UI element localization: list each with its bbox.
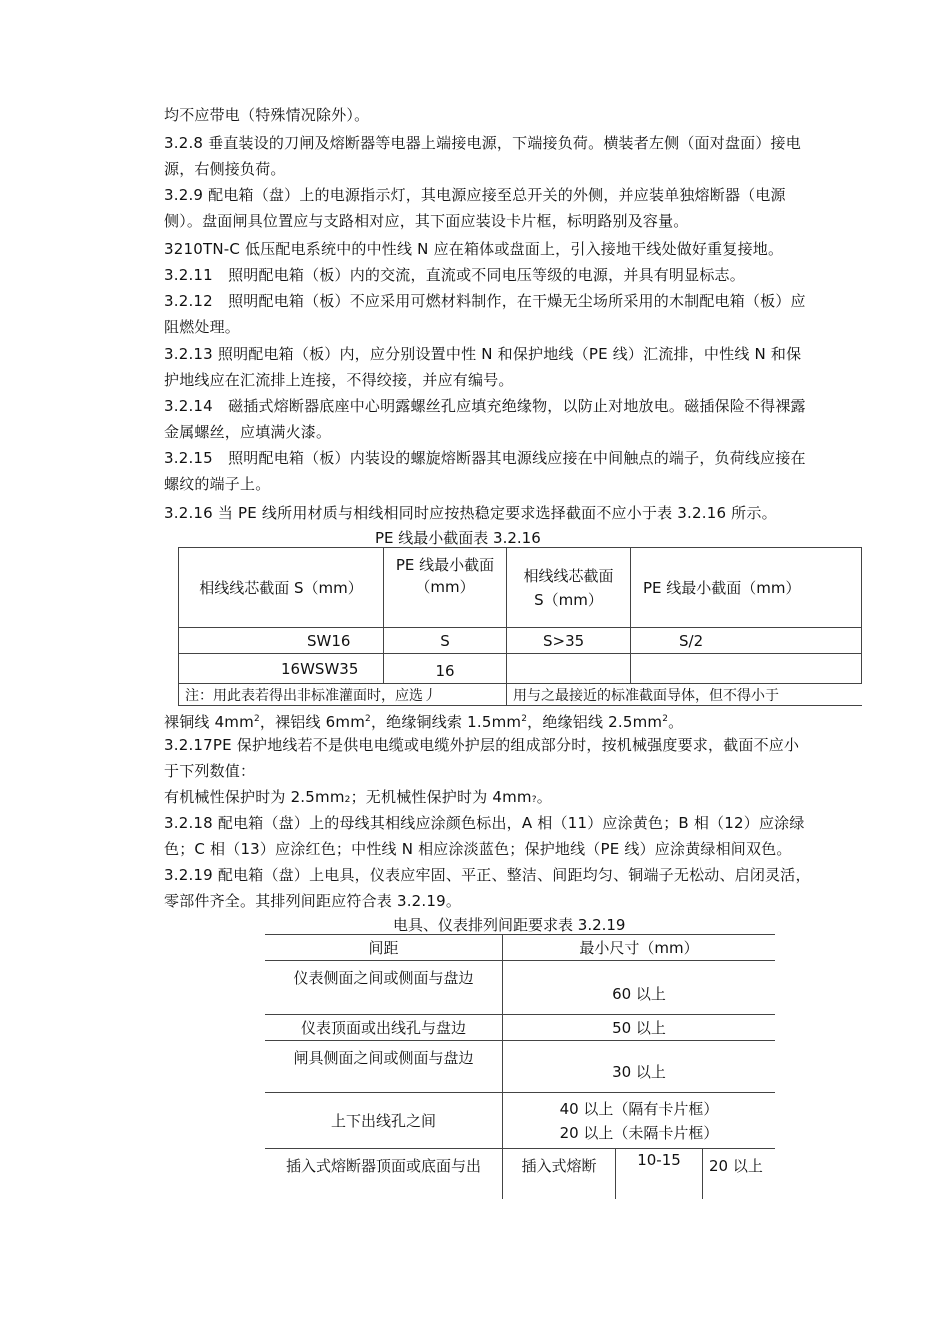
table-header-cell: PE 线最小截面 （mm）: [384, 548, 507, 628]
body-line: 阻燃处理。: [164, 318, 241, 336]
table-cell: 仪表顶面或出线孔与盘边: [265, 1015, 503, 1041]
table-cell: S/2: [631, 628, 862, 654]
body-line: 3.2.18 配电箱（盘）上的母线其相线应涂颜色标出，A 相（11）应涂黄色；B 相（12）应涂绿: [164, 814, 805, 832]
table-header-cell: 间距: [265, 935, 503, 961]
table-cell: S: [384, 628, 507, 654]
table-cell: 仪表侧面之间或侧面与盘边: [265, 961, 503, 1015]
table1-caption: PE 线最小截面表 3.2.16: [375, 529, 541, 547]
body-line: 3.2.16 当 PE 线所用材质与相线相同时应按热稳定要求选择截面不应小于表 3.2.16 所示。: [164, 504, 777, 522]
spacing-requirement-table: [265, 934, 775, 1199]
body-line: 3.2.9 配电箱（盘）上的电源指示灯，其电源应接至总开关的外侧，并应装单独熔断器（电源: [164, 186, 786, 204]
table-cell: 30 以上: [503, 1041, 776, 1093]
table-cell: [507, 654, 631, 684]
body-line: 于下列数值：: [164, 762, 256, 780]
table-cell: 20 以上: [703, 1149, 776, 1199]
table-cell: 10-15: [616, 1149, 703, 1199]
body-line: 3.2.8 垂直装设的刀闸及熔断器等电器上端接电源，下端接负荷。横装者左侧（面对盘面）接电: [164, 134, 801, 152]
body-line: 3.2.12 照明配电箱（板）不应采用可燃材料制作，在干燥无尘场所采用的木制配电箱（板）应: [164, 292, 806, 310]
body-line: 3.2.17PE 保护地线若不是供电电缆或电缆外护层的组成部分时，按机械强度要求，截面不应小: [164, 736, 800, 754]
table-cell: 上下出线孔之间: [265, 1093, 503, 1149]
table-header-cell: 相线线芯截面 S（mm）: [507, 548, 631, 628]
table-cell: 闸具侧面之间或侧面与盘边: [265, 1041, 503, 1093]
table-header-cell: 最小尺寸（mm）: [503, 935, 776, 961]
body-line: 3.2.13 照明配电箱（板）内，应分别设置中性 N 和保护地线（PE 线）汇流排，中性线 N 和保: [164, 345, 802, 363]
body-line: 金属螺丝，应填满火漆。: [164, 423, 332, 441]
body-line: 均不应带电（特殊情况除外）。: [164, 106, 370, 124]
table-note: 用与之最接近的标准截面导体，但不得小于: [507, 684, 862, 706]
table-cell: 40 以上（隔有卡片框） 20 以上（未隔卡片框）: [503, 1093, 776, 1149]
body-line: 螺纹的端子上。: [164, 475, 271, 493]
body-line: 护地线应在汇流排上连接，不得绞接，并应有编号。: [164, 371, 514, 389]
body-line: 色；C 相（13）应涂红色；中性线 N 相应涂淡蓝色；保护地线（PE 线）应涂黄绿相间双色。: [164, 840, 792, 858]
body-line: 3.2.11 照明配电箱（板）内的交流，直流或不同电压等级的电源，并具有明显标志。: [164, 266, 745, 284]
table-cell: SW16: [179, 628, 384, 654]
body-line: 侧）。盘面闸具位置应与支路相对应，其下面应装设卡片框，标明路别及容量。: [164, 212, 689, 230]
body-line: 3.2.15 照明配电箱（板）内装设的螺旋熔断器其电源线应接在中间触点的端子，负荷线应接在: [164, 449, 806, 467]
table-cell: 60 以上: [503, 961, 776, 1015]
body-line: 零部件齐全。其排列间距应符合表 3.2.19。: [164, 892, 462, 910]
pe-min-section-table: [178, 547, 862, 706]
body-line: 有机械性保护时为 2.5mm2；无机械性保护时为 4mm?。: [164, 788, 552, 806]
body-line: 裸铜线 $4mm^2$，裸铝线 $6mm^2$，绝缘铜线索 $1.5mm^2$，绝缘铝线 $2.5mm^2$。: [164, 713, 684, 731]
table-cell: 16WSW35: [179, 654, 384, 684]
table-cell: [631, 654, 862, 684]
table-cell: 插入式熔断器顶面或底面与出: [285, 1157, 481, 1175]
table-note: 注：用此表若得出非标准灌面时，应选丿: [179, 684, 507, 706]
table-cell: 50 以上: [503, 1015, 776, 1041]
table-cell: S>35: [507, 628, 631, 654]
table2-caption: 电具、仪表排列间距要求表 3.2.19: [393, 916, 626, 934]
table-header-cell: 相线线芯截面 S（mm）: [179, 548, 384, 628]
body-line: 3.2.14 磁插式熔断器底座中心明露螺丝孔应填充绝缘物，以防止对地放电。磁插保险不得裸露: [164, 397, 806, 415]
table-cell: 插入式熔断: [503, 1149, 616, 1199]
table-cell: 16: [384, 654, 507, 684]
body-line: 源，右侧接负荷。: [164, 160, 286, 178]
body-line: 3.2.19 配电箱（盘）上电具，仪表应牢固、平正、整洁、间距均匀、铜端子无松动、启闭灵活，: [164, 866, 811, 884]
table-header-cell: PE 线最小截面（mm）: [631, 548, 862, 628]
body-line: 3210TN-C 低压配电系统中的中性线 N 应在箱体或盘面上，引入接地干线处做好重复接地。: [164, 240, 784, 258]
